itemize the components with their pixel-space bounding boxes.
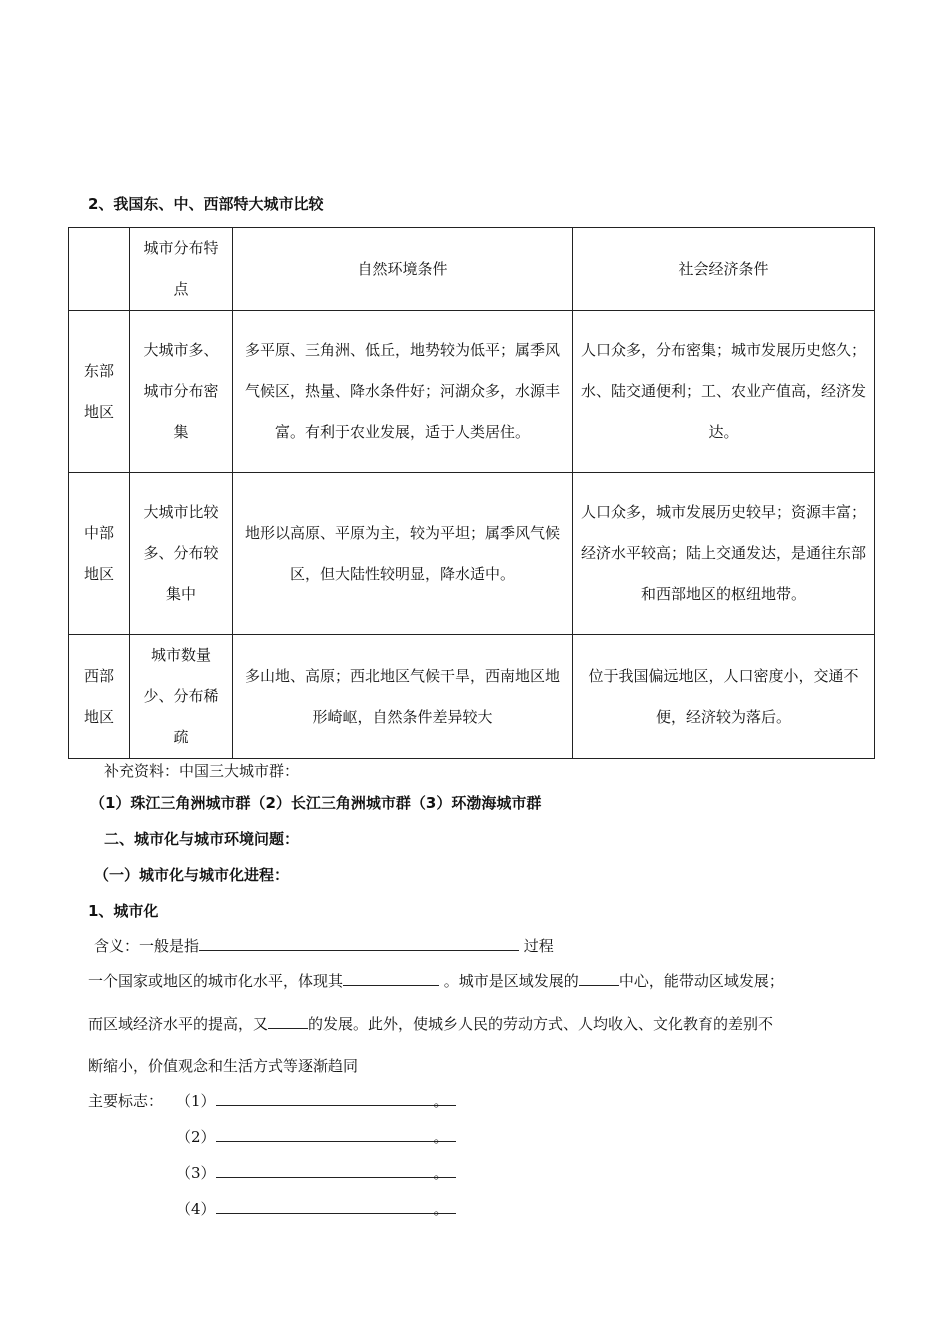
promote-blank[interactable]	[268, 1013, 308, 1029]
distribution-cell: 城市数量少、分布稀疏	[130, 635, 233, 759]
social-cell: 人口众多，分布密集；城市发展历史悠久；水、陆交通便利；工、农业产值高，经济发达。	[573, 311, 875, 473]
natural-cell: 多山地、高原；西北地区气候干旱，西南地区地形崎岖，自然条件差异较大	[233, 635, 573, 759]
sign-item	[176, 1090, 449, 1111]
sign-blank[interactable]	[216, 1090, 456, 1106]
header-cell: 自然环境条件	[233, 228, 573, 311]
header-cell: 城市分布特点	[130, 228, 233, 311]
comparison-table	[68, 227, 875, 759]
sign-item	[176, 1162, 449, 1183]
table-row	[69, 311, 875, 473]
sign-number: （1）	[176, 1092, 216, 1110]
social-cell: 位于我国偏远地区，人口密度小，交通不便，经济较为落后。	[573, 635, 875, 759]
center-blank[interactable]	[579, 970, 619, 986]
sign-blank[interactable]	[216, 1198, 456, 1214]
meaning-blank[interactable]	[199, 935, 519, 951]
sign-number: （2）	[176, 1128, 216, 1146]
sign-blank[interactable]	[216, 1162, 456, 1178]
heading-urbanization-process: （一）城市化与城市化进程：	[94, 866, 290, 884]
region-cell: 中部地区	[69, 473, 130, 635]
sign-end-mark: 。	[433, 1128, 449, 1146]
sign-blank[interactable]	[216, 1126, 456, 1142]
table-header-row	[69, 228, 875, 311]
natural-cell: 多平原、三角洲、低丘，地势较为低平；属季风气候区，热量、降水条件好；河湖众多，水源丰富。有利于农业发展，适于人类居住。	[233, 311, 573, 473]
meaning-prefix: 含义：一般是指	[94, 937, 200, 955]
heading-urbanization: 1、城市化	[88, 902, 159, 920]
region-cell: 西部地区	[69, 635, 130, 759]
sign-item	[176, 1126, 449, 1147]
header-cell: 社会经济条件	[573, 228, 875, 311]
sign-item	[176, 1198, 449, 1219]
header-cell	[69, 228, 130, 311]
natural-cell: 地形以高原、平原为主，较为平坦；属季风气候区，但大陆性较明显，降水适中。	[233, 473, 573, 635]
paragraph-line-2	[88, 1013, 773, 1034]
para-text: 。城市是区域发展的	[443, 972, 579, 990]
sign-number: （3）	[176, 1164, 216, 1182]
meaning-line	[94, 935, 554, 956]
social-cell: 人口众多，城市发展历史较早；资源丰富；经济水平较高；陆上交通发达，是通往东部和西部地区的枢纽地带。	[573, 473, 875, 635]
signs-label: 主要标志：	[88, 1092, 164, 1110]
city-groups: （1）珠江三角洲城市群（2）长江三角洲城市群（3）环渤海城市群	[90, 794, 542, 812]
meaning-suffix: 过程	[523, 937, 554, 955]
distribution-cell: 大城市多、城市分布密集	[130, 311, 233, 473]
level-blank[interactable]	[343, 970, 439, 986]
heading-urbanization-environment: 二、城市化与城市环境问题：	[104, 830, 300, 848]
sign-number: （4）	[176, 1200, 216, 1218]
para-text: 的发展。此外，使城乡人民的劳动方式、人均收入、文化教育的差别不	[308, 1015, 774, 1033]
para-text: 一个国家或地区的城市化水平，体现其	[88, 972, 344, 990]
region-cell: 东部地区	[69, 311, 130, 473]
sign-end-mark: 。	[433, 1164, 449, 1182]
paragraph-line-3: 断缩小，价值观念和生活方式等逐渐趋同	[88, 1057, 359, 1075]
section-title: 2、我国东、中、西部特大城市比较	[88, 195, 324, 213]
table-row	[69, 473, 875, 635]
para-text: 中心，能带动区域发展；	[618, 972, 784, 990]
paragraph-line-1	[88, 970, 784, 991]
supplement-label: 补充资料：中国三大城市群：	[104, 762, 300, 780]
para-text: 而区域经济水平的提高，又	[88, 1015, 269, 1033]
distribution-cell: 大城市比较多、分布较集中	[130, 473, 233, 635]
table-row	[69, 635, 875, 759]
sign-end-mark: 。	[433, 1092, 449, 1110]
sign-end-mark: 。	[433, 1200, 449, 1218]
